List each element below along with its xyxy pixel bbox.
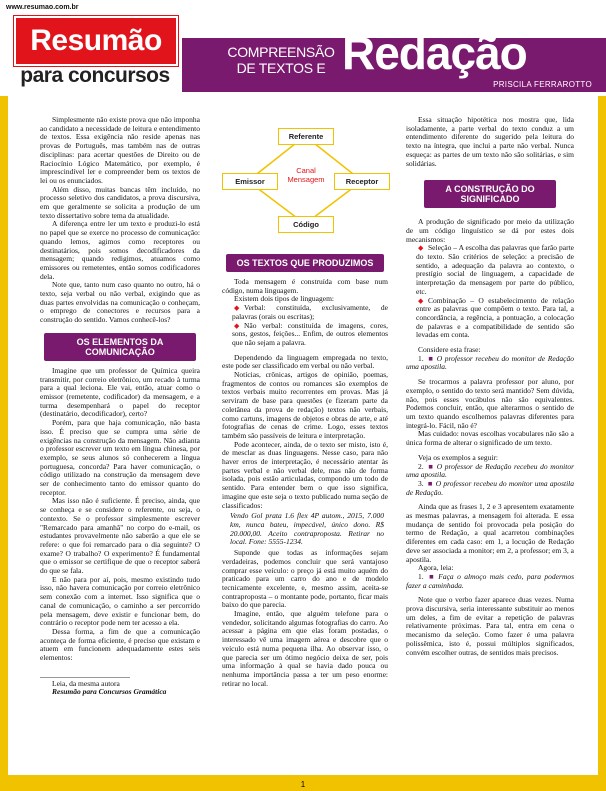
square-icon: ■ bbox=[427, 461, 434, 471]
section-heading-textos: OS TEXTOS QUE PRODUZIMOS bbox=[226, 254, 384, 272]
paragraph: E não para por aí, pois, mesmo existindo tudo isso, não havera comunicação por correio eletrônico sem conexão com a internet. Isso significa que o canal de comunicação, o caminho a ser percorrido pela mensagem, deve existir e funcionar bem, do contrário o receptor pode nem ter acesso a ela. bbox=[40, 574, 200, 628]
divider bbox=[40, 677, 130, 678]
paragraph: Além disso, muitas bancas têm incluído, no processo seletivo dos candidatos, a prova discursiva, em que geralmente se solicita a produção de um texto dissertativo sobre tema da atualidade. bbox=[40, 184, 200, 220]
canal-label: Canal bbox=[296, 166, 316, 175]
paragraph: Suponde que todas as informações sejam verdadeiras, podemos concluir que será vantajoso comprar esse veículo: o preço já está muito aquém do praticado para um carro do ano e de modelo tecnicamente excelente, e, mesmo assim, aceita-se contraproposta – o montante pode, portanto, ficar mais baixo do que parecia. bbox=[222, 548, 388, 610]
square-icon: ■ bbox=[427, 353, 434, 363]
node-referente: Referente bbox=[278, 128, 334, 145]
paragraph: Toda mensagem é construída com base num código, numa linguagem. bbox=[222, 277, 388, 295]
paragraph: Existem dois tipos de linguagem: bbox=[234, 294, 334, 304]
column-2 bbox=[222, 116, 388, 688]
logo bbox=[14, 14, 179, 94]
left-border bbox=[0, 96, 8, 791]
paragraph: Ainda que as frases 1, 2 e 3 apresentem exatamente as mesmas palavras, a mensagem foi alterada. E essa mudança de sentido foi provocada pela posição do termo de Redação, a qual acarretou combinações diferentes em cada caso: em 1, a locução de Redação deve ser associada a monitor; em 2, a professor; em 3, a apostila. bbox=[406, 502, 574, 564]
paragraph: Considere esta frase: bbox=[418, 345, 481, 355]
paragraph: Mas cuidado: novas escolhas vocabulares não são a única forma de alterar o significado de um texto. bbox=[406, 429, 574, 448]
author: PRISCILA FERRAROTTO bbox=[493, 80, 592, 89]
header-subtitle-line2: DE TEXTOS E bbox=[236, 60, 326, 76]
paragraph: Simplesmente não existe prova que não imponha ao candidato a necessidade de leitura e entendimento de textos. Essa exigência não reside apenas nas provas de Português, mas também nas de outras disciplinas: para acertar questões de Direito ou de Raciocínio Lógico Matemático, por exemplo, é imprescindível ler e compreender bem os textos de lei ou os enunciados. bbox=[40, 115, 200, 185]
square-icon: ■ bbox=[427, 478, 433, 488]
paragraph: Agora, leia: bbox=[418, 563, 454, 573]
node-codigo: Código bbox=[278, 216, 334, 233]
classified-ad: Vendo Gol prata 1.6 flex 4P autom., 2015, 7.000 km, nunca bateu, impecável, único dono. R$ 20.000,00. Aceito contraproposta. Retirar no local. Fone: 5555-1234. bbox=[230, 511, 384, 547]
paragraph: Notícias, crônicas, artigos de opinião, poemas, fragmentos de contos ou romances são exemplos de textos verbais muito recorrentes em provas. Mas já serviram de base para questões (e fizeram parte da coletânea da prova de redação) textos não verbais, como cartuns, imagens de objetos e obras de arte, e até fotografias de cenas de crime. Logo, esses textos também são passíveis de leitura e interpretação. bbox=[222, 370, 388, 440]
section-heading-elementos: OS ELEMENTOS DA COMUNICAÇÃO bbox=[44, 333, 196, 361]
logo-red-box bbox=[14, 16, 178, 66]
header-subtitle-line1: COMPREENSÃO bbox=[227, 44, 335, 60]
paragraph: Dessa forma, a fim de que a comunicação aconteça de forma eficiente, é preciso que existam e atuem em funcionem adequadamente estes seis elementos: bbox=[40, 626, 200, 663]
logo-subtitle: para concursos bbox=[20, 64, 170, 87]
paragraph: Mas isso não é suficiente. É preciso, ainda, que se conheça e se considere o referente, ou seja, o contexto. Se o professor simplesmente escrever "Remarcado para amanhã" no corpo do e-mail, os estudantes provavelmente não saberão a que ele se refere: o que foi remarcado para o dia seguinte? O exame? O trabalho? O experimento? É fundamental que o emissor se certifique de que o receptor saberá do que se fala. bbox=[40, 496, 200, 576]
column-3 bbox=[406, 116, 574, 657]
page-title: Redação bbox=[342, 27, 527, 79]
section-heading-construcao: A CONSTRUÇÃO DO SIGNIFICADO bbox=[424, 180, 556, 208]
page-number: 1 bbox=[300, 780, 306, 789]
example-2: 2. ■ O professor de Redação recebeu do monitor uma apostila. bbox=[406, 461, 574, 480]
paragraph: Porém, para que haja comunicação, não basta isso. É preciso que se cumpra uma série de exigências na construção da mensagem. Não adianta o professor escrever um texto em língua chinesa, por exemplo, se seus alunos só conhecerem a língua portuguesa, concorda? Para haver comunicação, o código utilizado na construção da mensagem deve ser de conhecimento tanto do emissor quanto do receptor. bbox=[40, 418, 200, 497]
paragraph: Essa situação hipotética nos mostra que, lida isoladamente, a parte verbal do texto conduz a um entendimento diferente do sugerido pela leitura do texto na íntegra, que inclui a parte não verbal. Nunca esqueça: as partes de um texto não são solitárias, e sim solidárias. bbox=[406, 115, 574, 168]
square-icon: ■ bbox=[427, 571, 436, 581]
example-3: 3. ■ O professor recebeu do monitor uma apostila de Redação. bbox=[406, 478, 574, 497]
paragraph: Note que o verbo fazer aparece duas vezes. Numa prova discursiva, seria interessante substituir ao menos um deles, a fim de evitar a repetição de palavras relativamente próximas. Para tal, entra em cena o mecanismo da seleção. Como fazer é uma palavra polissêmica, isto é, possui múltiplos significados, convém escolher outras, de sentidos mais precisos. bbox=[406, 595, 574, 657]
node-receptor: Receptor bbox=[334, 173, 390, 190]
reference-line1: Leia, da mesma autora bbox=[52, 678, 120, 688]
right-border bbox=[598, 96, 606, 791]
paragraph: Imagine que um professor de Química queira transmitir, por correio eletrônico, um recado à turma para a qual leciona. Ele vai, então, atuar como o emissor (remetente, codificador) da mensagem, e a turma desempenhará o papel do receptor (destinatário, decodificador), certo? bbox=[40, 365, 200, 419]
paragraph: Veja os exemplos a seguir: bbox=[418, 452, 498, 462]
paragraph: Se trocarmos a palavra professor por aluno, por exemplo, o sentido do texto será mantido? Sem dúvida, não, pois esses vocábulos não são equivalentes. Podemos concluir, então, que alterarmos o sentido de um texto quando escolhemos palavras diferentes para integrá-lo. Fácil, não é? bbox=[406, 377, 574, 430]
site-url[interactable]: www.resumao.com.br bbox=[6, 4, 79, 11]
bullet-nao-verbal: ◆ Não verbal: constituída de imagens, cores, sons, gestos, feições... Enfim, de outros elementos que não sejam a palavra. bbox=[222, 322, 388, 348]
paragraph: Imagine, então, que alguém telefone para o vendedor, solicitando algumas fotografias do carro. Ao acessar a página em que elas foram postadas, o interessado vê uma imagem aérea e descobre que o veículo está numa pequena ilha. Ao observar isso, o que parecia ser um ótimo negócio deixa de ser, pois uma informação à qual se havia dado pouca ou nenhuma importância passa a ter um peso enorme: retirar no local. bbox=[222, 609, 388, 688]
example-4: 1. ■ Faça o almoço mais cedo, para podermos fazer a caminhada. bbox=[406, 571, 575, 590]
logo-title: Resumão bbox=[30, 24, 162, 57]
paragraph: A produção de significado por meio da utilização de um código linguístico se dá por estes dois mecanismos: bbox=[406, 217, 574, 244]
paragraph: Dependendo da linguagem empregada no texto, este pode ser classificado em verbal ou não verbal. bbox=[222, 352, 388, 371]
column-1 bbox=[40, 116, 200, 697]
communication-diagram bbox=[222, 116, 388, 246]
example-2-text: O professor de Redação recebeu do monitor uma apostila. bbox=[406, 461, 574, 480]
reference-link[interactable]: Resumão para Concursos Gramática bbox=[52, 687, 167, 697]
paragraph: A diferença entre ler um texto e produzi-lo está no papel que se exerce no processo de comunicação: quando lemos, agimos como receptores ou destinatários, pois somos decodificadores da mensagem; quando redigimos, atuamos como emissores ou remetentes, então somos codificadores dela. bbox=[40, 219, 200, 281]
example-1: 1. ■ O professor recebeu do monitor de Redação uma apostila. bbox=[406, 353, 574, 372]
bullet-verbal: ◆ Verbal: constituída, exclusivamente, de palavras (orais ou escritas); bbox=[222, 304, 388, 321]
example-1-text: O professor recebeu do monitor de Redação uma apostila. bbox=[406, 353, 574, 372]
header-banner bbox=[182, 27, 606, 92]
node-emissor: Emissor bbox=[222, 173, 278, 190]
bullet-selecao: ◆ Seleção – A escolha das palavras que farão parte do texto. São critérios de seleção: a precisão de sentido, a adequação da palavra ao contexto, o prestígio social de linguagem, a capacidade de interpretação da mensagem por parte do público, etc. bbox=[406, 244, 574, 296]
paragraph: Pode acontecer, ainda, de o texto ser misto, isto é, de mesclar as duas linguagens. Nesse caso, para não haver erros de interpretação, é necessário atentar às partes verbal e não verbal dele, mas não de forma isolada, pois estão articuladas, compondo um todo de sentido. Para entender bem o que isso significa, imagine que este seja o texto publicado numa seção de classificados: bbox=[222, 439, 388, 510]
header-subtitle bbox=[226, 44, 336, 76]
mensagem-label: Mensagem bbox=[287, 175, 325, 184]
paragraph: Note que, tanto num caso quanto no outro, há o texto, seja verbal ou não verbal, exigindo que as duas partes envolvidas na comunicação o conheçam, o emprego de conectores e recursos para a construção do sentido. Vamos conhecê-los? bbox=[40, 280, 200, 325]
example-3-text: O professor recebeu do monitor uma apostila de Redação. bbox=[406, 478, 574, 497]
bullet-combinacao: ◆ Combinação – O estabelecimento de relação entre as palavras que compõem o texto. Para tal, a concordância, a regência, a pontuação, a colocação de palavras e a compatibilidade de sentido são levadas em conta. bbox=[406, 297, 574, 341]
node-canal bbox=[281, 166, 331, 184]
example-4-text: Faça o almoço mais cedo, para podermos fazer a caminhada. bbox=[406, 571, 575, 590]
